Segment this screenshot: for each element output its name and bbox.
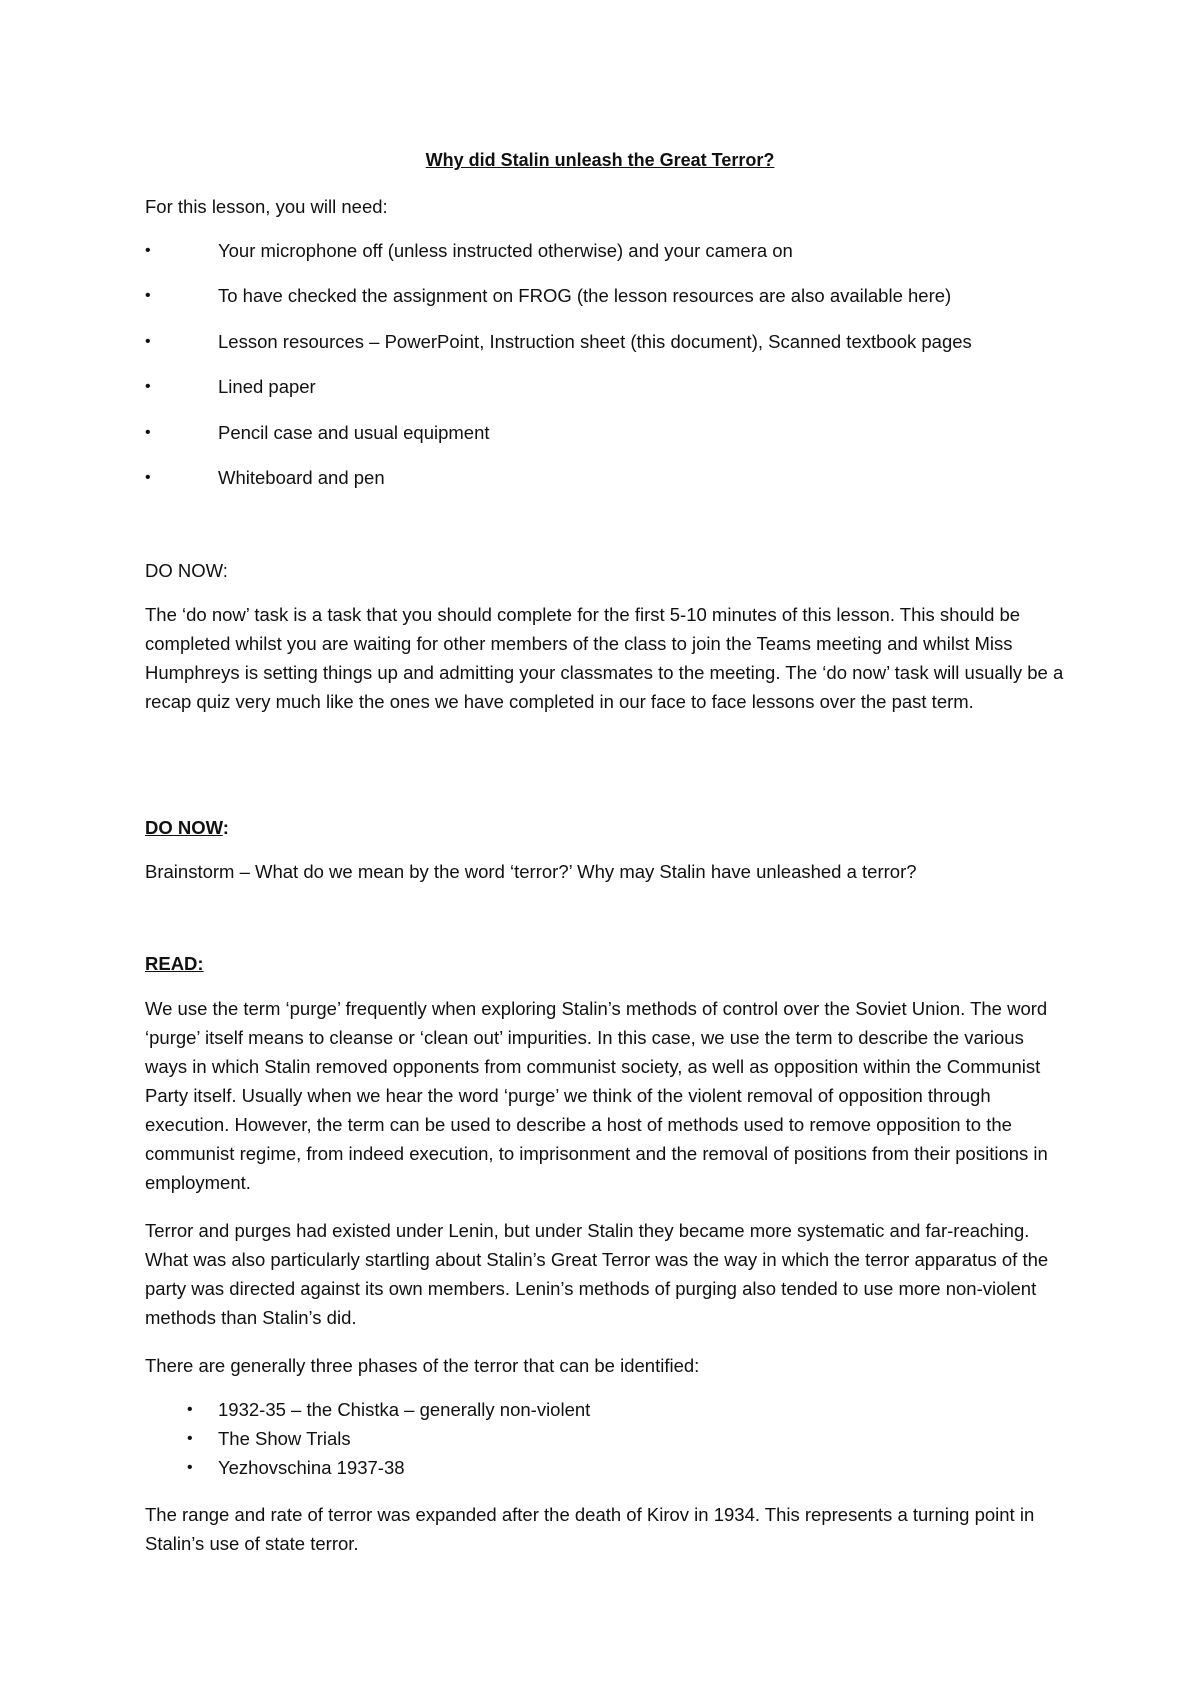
do-now-task-heading — [145, 816, 229, 840]
list-item-text: Whiteboard and pen — [218, 467, 385, 488]
list-item — [145, 421, 1065, 445]
list-item-text: The Show Trials — [218, 1428, 351, 1449]
bullet-icon: • — [145, 378, 151, 395]
read-heading — [145, 952, 204, 976]
list-item-text: Your microphone off (unless instructed otherwise) and your camera on — [218, 240, 793, 261]
bullet-icon: • — [145, 242, 151, 259]
bullet-icon: • — [145, 424, 151, 441]
list-item — [145, 1456, 1065, 1480]
do-now-description: The ‘do now’ task is a task that you should complete for the first 5-10 minutes of this lesson. This should be completed whilst you are waiting for other members of the class to join the Teams meeting and whilst Miss Humphreys is setting things up and admitting your classmates to the meeting. The ‘do now’ task will usually be a recap quiz very much like the ones we have completed in our face to face lessons over the past term. — [145, 604, 1064, 712]
list-item — [145, 239, 1065, 263]
bullet-icon: • — [145, 469, 151, 486]
read-paragraph-2: Terror and purges had existed under Lenin, but under Stalin they became more systematic and far-reaching. What was also particularly startling about Stalin’s Great Terror was the way in which the terror apparatus of the party was directed against its own members. Lenin’s methods of purging also tended to use more non-violent methods than Stalin’s did. — [145, 1220, 1049, 1328]
read-paragraph-1: We use the term ‘purge’ frequently when exploring Stalin’s methods of control over the Soviet Union. The word ‘purge’ itself means to cleanse or ‘clean out’ impurities. In this case, we use the term to describe the various ways in which Stalin removed opponents from communist society, as well as opposition within the Communist Party itself. Usually when we hear the word ‘purge’ we think of the violent removal of opposition through execution. However, the term can be used to describe a host of methods used to remove opposition to the communist regime, from indeed execution, to imprisonment and the removal of positions from their positions in employment. — [145, 998, 1048, 1193]
do-now-task-heading-colon: : — [222, 817, 229, 838]
list-item-text: Yezhovschina 1937-38 — [218, 1457, 405, 1478]
do-now-heading: DO NOW: — [145, 560, 228, 581]
document-title: Why did Stalin unleash the Great Terror? — [425, 150, 775, 170]
bullet-icon: • — [187, 1459, 193, 1476]
bullet-icon: • — [187, 1430, 193, 1447]
list-item-text: Lined paper — [218, 376, 316, 397]
list-item-text: To have checked the assignment on FROG (the lesson resources are also available here) — [218, 285, 952, 306]
intro-text: For this lesson, you will need: — [145, 196, 388, 217]
read-heading-label: READ: — [145, 953, 204, 974]
list-item — [145, 1398, 1065, 1422]
read-paragraph-3: There are generally three phases of the terror that can be identified: — [145, 1355, 700, 1376]
do-now-task-text: Brainstorm – What do we mean by the word ‘terror?’ Why may Stalin have unleashed a terror? — [145, 861, 917, 882]
list-item-text: 1932-35 – the Chistka – generally non-violent — [218, 1399, 591, 1420]
bullet-icon: • — [145, 287, 151, 304]
read-paragraph-4: The range and rate of terror was expanded after the death of Kirov in 1934. This represents a turning point in Stalin’s use of state terror. — [145, 1504, 1035, 1554]
list-item-text: Pencil case and usual equipment — [218, 422, 490, 443]
do-now-task-heading-label: DO NOW — [145, 817, 223, 838]
list-item — [145, 330, 1065, 354]
bullet-icon: • — [145, 333, 151, 350]
list-item-text: Lesson resources – PowerPoint, Instruction sheet (this document), Scanned textbook pages — [218, 331, 972, 352]
list-item — [145, 1427, 1065, 1451]
list-item — [145, 375, 1065, 399]
list-item — [145, 466, 1065, 490]
list-item — [145, 284, 1065, 308]
bullet-icon: • — [187, 1401, 193, 1418]
